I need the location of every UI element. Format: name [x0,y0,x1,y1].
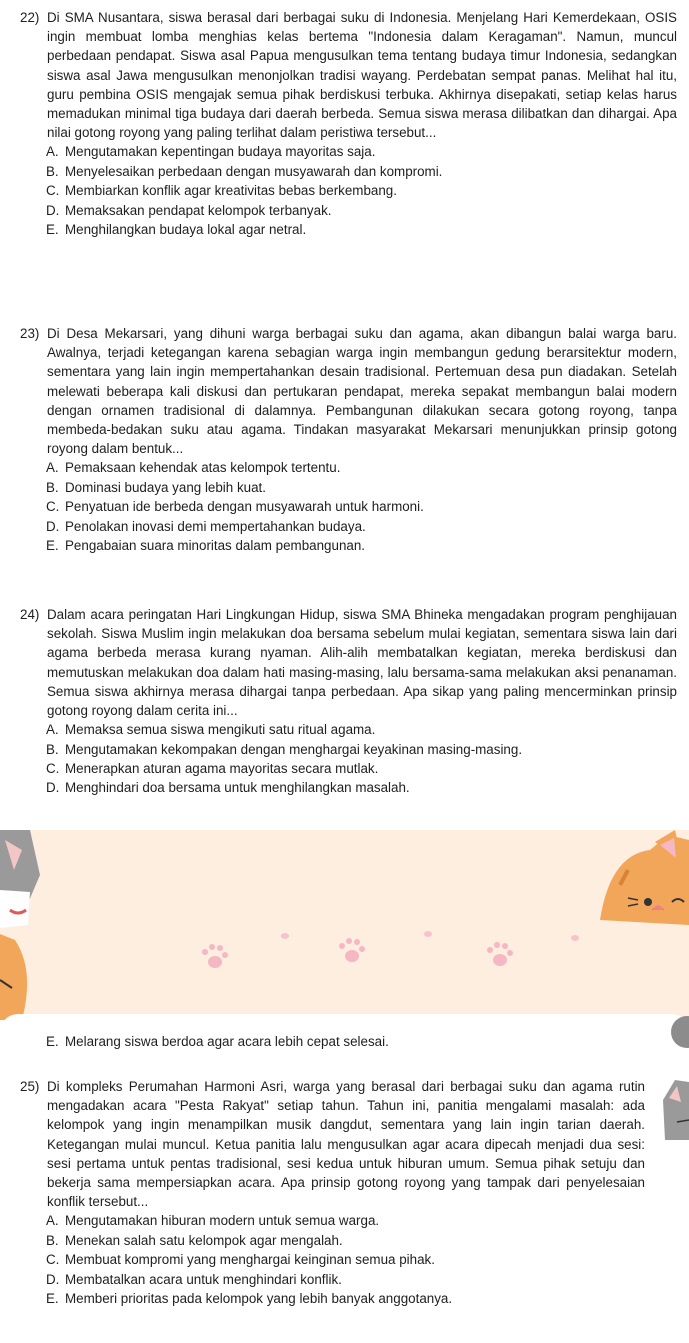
option-c[interactable]: C. Penyatuan ide berbeda dengan musyawarah untuk harmoni. [46,499,424,515]
question-text: Di kompleks Perumahan Harmoni Asri, warga yang berasal dari berbagai suku dan agama rutin mengadakan acara "Pesta Rakyat" setiap tahun. Tahun ini, panitia mengalami masalah: ada kelompok yang ingin menampilkan musik dangdut, sementara yang lain ingin tarian daerah. Ketegangan mulai muncul. Ketua panitia lalu mengusulkan agar acara dipecah menjadi dua sesi: sesi pertama untuk pentas tradisional, sesi kedua untuk hiburan umum. Semua pihak setuju dan bekerja sama mempersiapkan acara. Apa prinsip gotong royong yang tampak dari penyelesaian konflik tersebut... [47,1079,645,1210]
option-b[interactable]: B. Menyelesaikan perbedaan dengan musyawarah dan kompromi. [46,163,443,179]
option-b[interactable]: B. Menekan salah satu kelompok agar mengalah. [46,1232,343,1248]
options-list [0,1032,689,1051]
options-list [0,720,689,798]
options-list [0,458,689,555]
option-b[interactable]: B. Dominasi budaya yang lebih kuat. [46,479,266,495]
paw-print-icon [487,942,513,966]
question-number: 25) [20,1079,40,1094]
paw-print-icon [202,944,228,968]
option-d[interactable]: D. Membatalkan acara untuk menghindari konflik. [46,1271,342,1287]
option-a[interactable]: A. Mengutamakan kepentingan budaya mayoritas saja. [46,144,376,160]
question-text: Di Desa Mekarsari, yang dihuni warga berbagai suku dan agama, akan dibangun balai warga baru. Awalnya, terjadi ketegangan karena sebagian warga ingin membangun gedung berarsitektur modern, sementara yang lain ingin mempertahankan desain tradisional. Pertemuan desa pun diadakan. Setelah melewati beberapa kali diskusi dan pertukaran pendapat, mereka sepakat membangun balai modern dengan ornamen tradisional di dalamnya. Pembangunan dilakukan secara gotong royong, tanpa membeda-bedakan suku atau agama. Tindakan masyarakat Mekarsari menunjukkan prinsip gotong royong dalam bentuk... [47,326,677,457]
orange-cat-icon [0,930,27,1020]
option-d[interactable]: D. Menghindari doa bersama untuk menghilangkan masalah. [46,780,410,796]
option-a[interactable]: A. Memaksa semua siswa mengikuti satu ritual agama. [46,722,376,738]
option-d[interactable]: D. Memaksakan pendapat kelompok terbanyak. [46,202,332,218]
decorative-cat-banner [0,830,689,1020]
gray-cat-icon [0,830,40,928]
question-stem [0,8,689,142]
paw-print-icon [339,938,365,962]
question-number: 23) [20,326,40,341]
option-e[interactable]: E. Pengabaian suara minoritas dalam pembangunan. [46,538,366,554]
options-list [0,142,689,239]
option-c[interactable]: C. Membuat kompromi yang menghargai keinginan semua pihak. [46,1252,435,1268]
question-stem [0,605,689,720]
option-e[interactable]: E. Menghilangkan budaya lokal agar netral. [46,222,307,238]
question-25 [0,1077,689,1308]
option-c[interactable]: C. Menerapkan aturan agama mayoritas secara mutlak. [46,761,379,777]
question-stem [0,1077,689,1211]
option-a[interactable]: A. Pemaksaan kehendak atas kelompok tertentu. [46,460,341,476]
options-list [0,1211,689,1308]
option-c[interactable]: C. Membiarkan konflik agar kreativitas bebas berkembang. [46,183,397,199]
question-text: Dalam acara peringatan Hari Lingkungan Hidup, siswa SMA Bhineka mengadakan program penghijauan sekolah. Siswa Muslim ingin melakukan doa bersama sebelum mulai kegiatan, sementara siswa lain dari agama berbeda merasa kurang nyaman. Alih-alih membatalkan kegiatan, mereka berdiskusi dan memutuskan melakukan doa dalam hati masing-masing, lalu bersama-sama melakukan aksi penanaman. Semua siswa akhirnya merasa dihargai tanpa perbedaan. Apa sikap yang paling mencerminkan prinsip gotong royong dalam cerita ini... [47,607,677,719]
option-a[interactable]: A. Mengutamakan hiburan modern untuk semua warga. [46,1213,380,1229]
option-e[interactable]: E. Melarang siswa berdoa agar acara lebih cepat selesai. [46,1034,389,1049]
option-e[interactable]: E. Memberi prioritas pada kelompok yang lebih banyak anggotanya. [46,1291,453,1307]
orange-cat-icon [600,830,689,925]
question-23 [0,324,689,555]
question-stem [0,324,689,458]
question-text: Di SMA Nusantara, siswa berasal dari berbagai suku di Indonesia. Menjelang Hari Kemerdekaan, OSIS ingin membuat lomba menghias kelas bertema "Indonesia dalam Keragaman". Namun, muncul perbedaan pendapat. Siswa asal Papua mengusulkan tema tentang budaya timur Indonesia, sedangkan siswa asal Jawa mengusulkan menonjolkan tradisi wayang. Perdebatan sempat panas. Melihat hal itu, guru pembina OSIS mengajak semua pihak berdiskusi terbuka. Akhirnya disepakati, setiap kelas harus memadukan minimal tiga budaya dari daerah berbeda. Semua siswa merasa dilibatkan dan dihargai. Apa nilai gotong royong yang paling terlihat dalam peristiwa tersebut... [47,10,677,141]
option-b[interactable]: B. Mengutamakan kekompakan dengan menghargai keyakinan masing-masing. [46,741,523,757]
cat-illustration [0,830,689,1020]
question-number: 24) [20,607,40,622]
question-number: 22) [20,10,40,25]
question-24-continued [0,1032,689,1051]
question-22 [0,8,689,239]
question-24 [0,605,689,798]
option-d[interactable]: D. Penolakan inovasi demi mempertahankan budaya. [46,518,366,534]
